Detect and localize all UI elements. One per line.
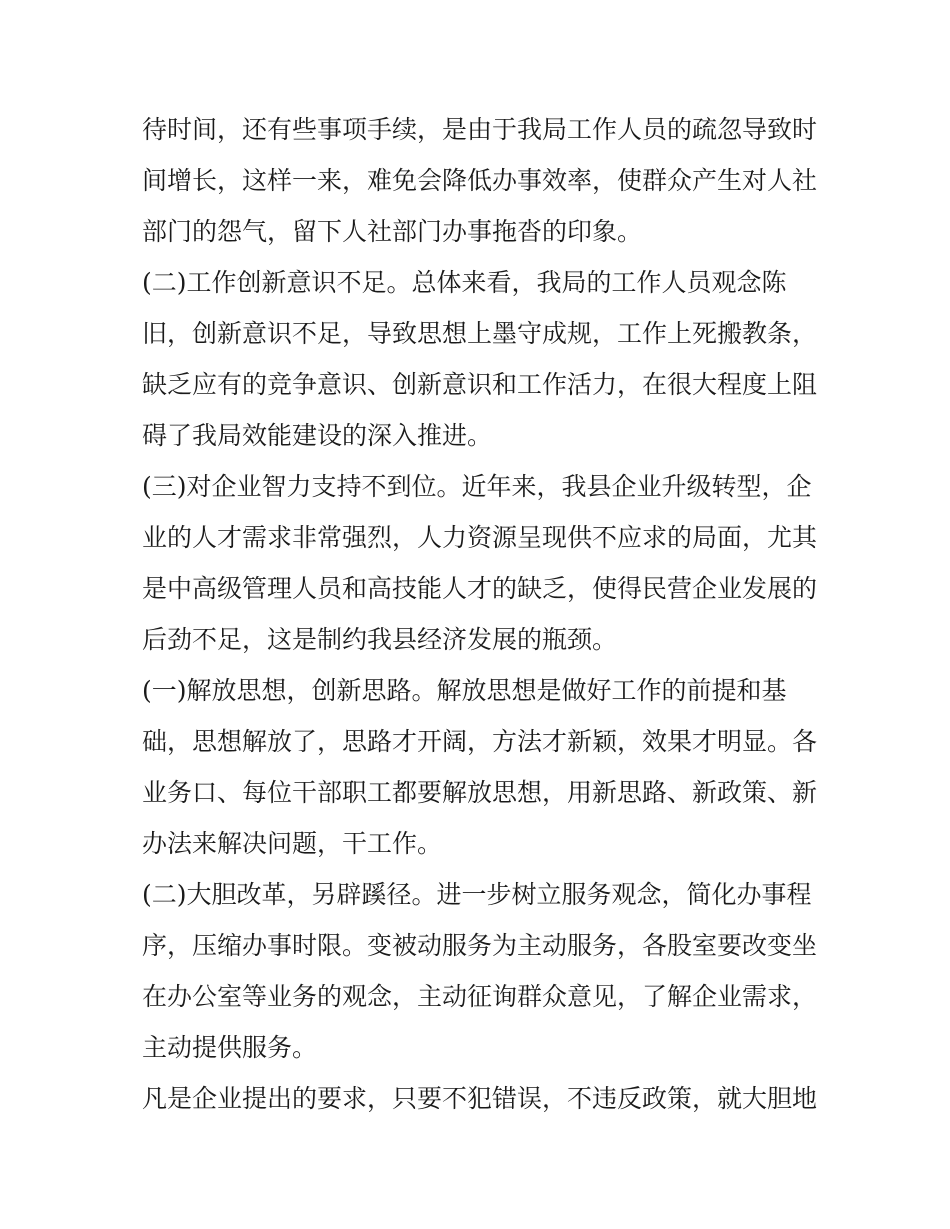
text-line: 碍了我局效能建设的深入推进。 [142, 421, 493, 450]
text-line: 部门的怨气，留下人社部门办事拖沓的印象。 [142, 217, 643, 246]
text-line: 序，压缩办事时限。变被动服务为主动服务，各股室要改变坐 [142, 931, 818, 960]
text-line: 业务口、每位干部职工都要解放思想，用新思路、新政策、新 [142, 778, 818, 807]
text-line: 间增长，这样一来，难免会降低办事效率，使群众产生对人社 [142, 166, 818, 195]
text-line: 待时间，还有些事项手续，是由于我局工作人员的疏忽导致时 [142, 115, 818, 144]
text-line: 后劲不足，这是制约我县经济发展的瓶颈。 [142, 625, 618, 654]
text-line: 缺乏应有的竞争意识、创新意识和工作活力，在很大程度上阻 [142, 370, 818, 399]
body-text [142, 108, 822, 1128]
text-line: 凡是企业提出的要求，只要不犯错误，不违反政策，就大胆地 [142, 1084, 818, 1113]
text-line: (三)对企业智力支持不到位。近年来，我县企业升级转型，企 [142, 472, 812, 501]
text-line: 在办公室等业务的观念，主动征询群众意见，了解企业需求， [142, 982, 818, 1011]
text-line: 旧，创新意识不足，导致思想上墨守成规，工作上死搬教条， [142, 319, 818, 348]
text-line: (二)大胆改革，另辟蹊径。进一步树立服务观念，简化办事程 [142, 880, 812, 909]
text-line: (一)解放思想，创新思路。解放思想是做好工作的前提和基 [142, 676, 787, 705]
text-line: 础，思想解放了，思路才开阔，方法才新颖，效果才明显。各 [142, 727, 818, 756]
text-line: 是中高级管理人员和高技能人才的缺乏，使得民营企业发展的 [142, 574, 818, 603]
text-line: (二)工作创新意识不足。总体来看，我局的工作人员观念陈 [142, 268, 787, 297]
text-line: 业的人才需求非常强烈，人力资源呈现供不应求的局面，尤其 [142, 523, 818, 552]
text-line: 办法来解决问题，干工作。 [142, 829, 443, 858]
text-line: 主动提供服务。 [142, 1033, 318, 1062]
